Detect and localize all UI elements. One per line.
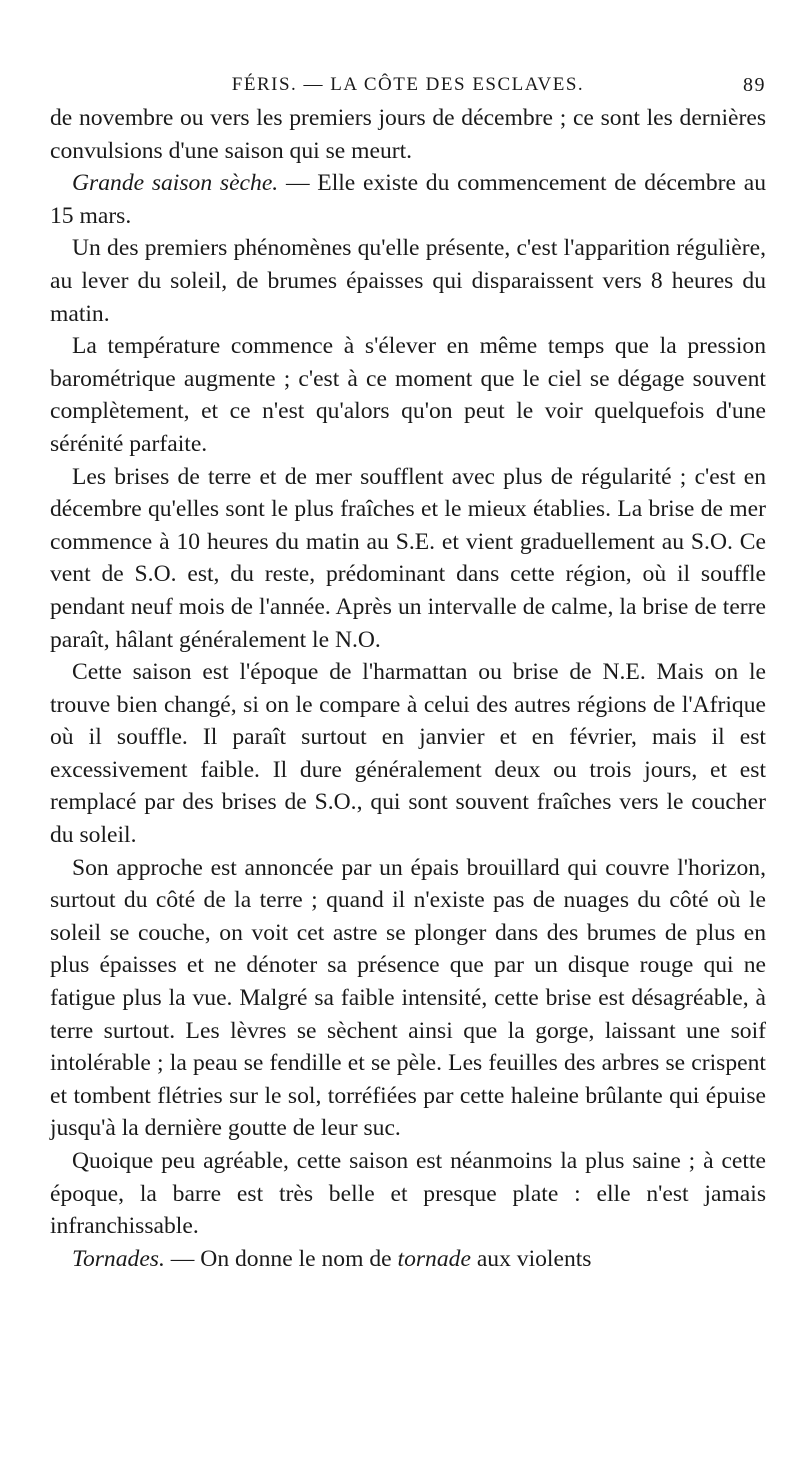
section-heading-grande-saison-seche: Grande saison sèche. (72, 170, 279, 197)
paragraph-1: de novembre ou vers les premiers jours de décembre ; ce sont les dernières convulsions d'une saison qui se meurt. (50, 105, 766, 164)
paragraph-3: Un des premiers phénomènes qu'elle présente, c'est l'apparition régulière, au lever du soleil, de brumes épaisses qui disparaissent vers 8 heures du matin. (50, 235, 766, 327)
paragraph-9: Tornades. — On donne le nom de tornade aux violents (72, 1245, 592, 1272)
running-title: FÉRIS. — LA CÔTE DES ESCLAVES. (231, 74, 585, 95)
paragraph-4: La température commence à s'élever en même temps que la pression barométrique augmente ; c'est à ce moment que le ciel se dégage souvent complètement, et ce n'est qu'alors qu'on peut le voir quelquefois d'une sérénité parfaite. (50, 333, 766, 457)
paragraph-5: Les brises de terre et de mer soufflent avec plus de régularité ; c'est en décembre qu'elles sont le plus fraîches et le mieux établies. La brise de mer commence à 10 heures du matin au S.E. et vient graduellement au S.O. Ce vent de S.O. est, du reste, prédominant dans cette région, où il souffle pendant neuf mois de l'année. Après un intervalle de calme, la brise de terre paraît, hâlant généralement le N.O. (50, 463, 766, 653)
emphasis-tornade: tornade (397, 1245, 471, 1272)
section-heading-tornades: Tornades. (72, 1245, 165, 1272)
paragraph-6: Cette saison est l'époque de l'harmattan ou brise de N.E. Mais on le trouve bien changé, si on le compare à celui des autres régions de l'Afrique où il souffle. Il paraît surtout en janvier et en février, mais il est excessivement faible. Il dure généralement deux ou trois jours, et est remplacé par des brises de S.O., qui sont souvent fraîches vers le coucher du soleil. (50, 659, 766, 849)
paragraph-7: Son approche est annoncée par un épais brouillard qui couvre l'horizon, surtout du côté de la terre ; quand il n'existe pas de nuages du côté où le soleil se couche, on voit cet astre se plonger dans des brumes de plus en plus épaisses et ne dénoter sa présence que par un disque rouge qui ne fatigue plus la vue. Malgré sa faible intensité, cette brise est désagréable, à terre surtout. Les lèvres se sèchent ainsi que la gorge, laissant une soif intolérable ; la peau se fendille et se pèle. Les feuilles des arbres se crispent et tombent flétries sur le sol, torréfiées par cette haleine brûlante qui épuise jusqu'à la dernière goutte de leur suc. (50, 854, 766, 1142)
page-number: 89 (743, 74, 766, 96)
text-body (50, 102, 766, 1275)
running-head (50, 70, 766, 102)
paragraph-8: Quoique peu agréable, cette saison est néanmoins la plus saine ; à cette époque, la barre est très belle et presque plate : elle n'est jamais infranchissable. (50, 1148, 766, 1240)
paragraph-2: Grande saison sèche. — Elle existe du commencement de décembre au 15 mars. (50, 170, 766, 229)
book-page (50, 70, 766, 1460)
